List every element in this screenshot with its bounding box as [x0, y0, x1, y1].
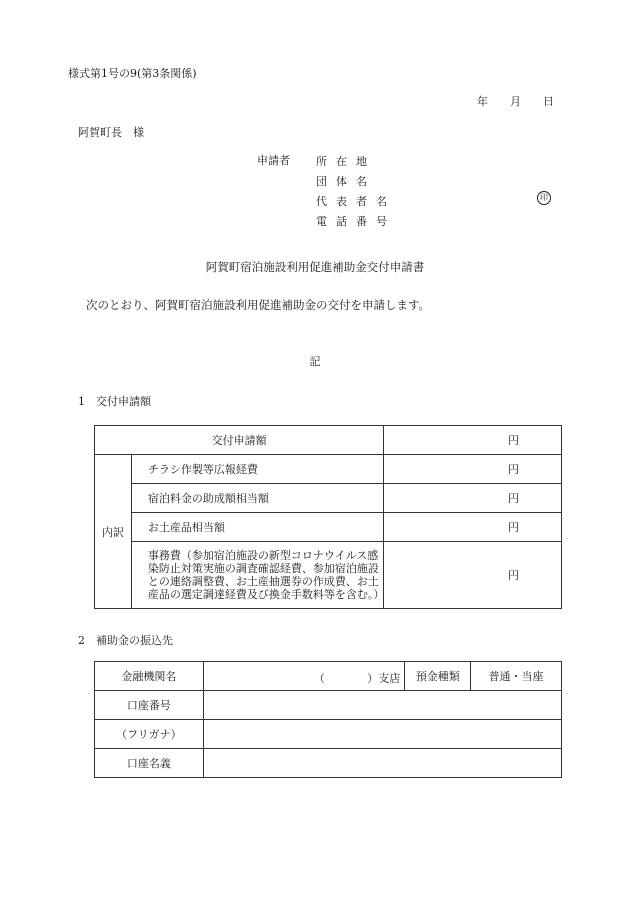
table-row: [95, 662, 562, 691]
section1-heading: 1 交付申請額: [78, 395, 151, 408]
table-row: [95, 542, 562, 609]
table-row: [95, 749, 562, 778]
ki-mark: 記: [309, 355, 321, 368]
applicant-address-label: 所在地: [316, 155, 376, 168]
breakdown-label: 内訳: [95, 455, 132, 609]
amount-advertising-cell[interactable]: 円: [384, 455, 562, 484]
date-month: 月: [510, 95, 521, 108]
total-amount-cell[interactable]: 円: [384, 426, 562, 455]
bank-name-field[interactable]: [203, 662, 405, 691]
applicant-label: 申請者: [257, 154, 290, 167]
application-amount-table: [94, 425, 562, 609]
date-day: 日: [543, 95, 554, 108]
bank-name-label: 金融機関名: [95, 662, 204, 691]
addressee: 阿賀町長 様: [78, 126, 144, 139]
table-row: [95, 720, 562, 749]
table-row: [95, 691, 562, 720]
account-name-field[interactable]: [203, 749, 561, 778]
deposit-type-field[interactable]: 普通・当座: [471, 662, 562, 691]
item-lodging-subsidy: 宿泊料金の助成額相当額: [131, 484, 383, 513]
amount-office-cell[interactable]: 円: [384, 542, 562, 609]
table-row: [95, 513, 562, 542]
date-line: [477, 93, 554, 109]
document-title: 阿賀町宿泊施設利用促進補助金交付申請書: [205, 260, 425, 274]
paren-open: （: [313, 672, 325, 685]
table-row: [95, 455, 562, 484]
form-number: 様式第1号の9(第3条関係): [68, 67, 197, 80]
total-label: 交付申請額: [95, 426, 384, 455]
amount-lodging-cell[interactable]: 円: [384, 484, 562, 513]
section2-heading: 2 補助金の振込先: [78, 634, 173, 647]
applicant-fields: [316, 152, 396, 232]
furigana-field[interactable]: [203, 720, 561, 749]
date-year: 年: [477, 95, 488, 108]
account-number-label: 口座番号: [95, 691, 204, 720]
applicant-phone-label: 電話番号: [316, 215, 396, 228]
table-row: [95, 484, 562, 513]
amount-souvenir-cell[interactable]: 円: [384, 513, 562, 542]
table-row: [95, 426, 562, 455]
deposit-type-label: 預金種類: [405, 662, 471, 691]
branch-suffix: ）支店: [367, 672, 401, 685]
applicant-representative-label: 代表者名: [316, 195, 396, 208]
item-office-expenses: 事務費（参加宿泊施設の新型コロナウイルス感染防止対策実施の調査確認経費、参加宿泊施設との連絡調整費、お土産抽選券の作成費、お土産品の選定調達経費及び換金手数料等を含む。）: [131, 542, 383, 609]
account-number-field[interactable]: [203, 691, 561, 720]
item-souvenir: お土産品相当額: [131, 513, 383, 542]
account-name-label: 口座名義: [95, 749, 204, 778]
item-advertising: チラシ作製等広報経費: [131, 455, 383, 484]
seal-mark: 印: [537, 191, 551, 205]
document-body: 次のとおり、阿賀町宿泊施設利用促進補助金の交付を申請します。: [86, 298, 431, 312]
bank-transfer-table: [94, 661, 562, 778]
furigana-label: （フリガナ）: [95, 720, 204, 749]
applicant-organization-label: 団体名: [316, 175, 376, 188]
